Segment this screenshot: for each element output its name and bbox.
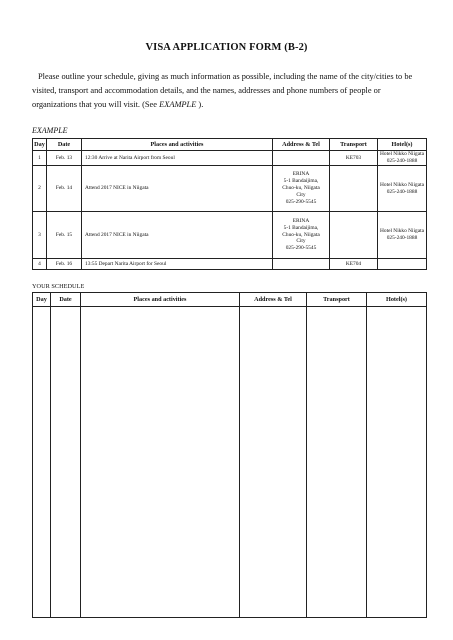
example-places-cell: 12:30 Arrive at Narita Airport from Seoul <box>82 151 273 166</box>
example-address-cell-line: Chuo-ku, Niigata <box>282 231 320 238</box>
example-address-cell-line: City <box>296 238 306 245</box>
col-header-hotel: Hotel(s) <box>378 139 427 151</box>
example-hotel-cell-line: Hotel Nikko Niigata <box>379 181 424 188</box>
intro-text: Please outline your schedule, giving as much information as possible, including the name of the city/cities to be visited, transport and accommodation details, and the names, addresses and phone numbers of people or organizations that you will visit. (See <box>32 72 413 110</box>
example-places-cell: Attend 2017 NICE in Niigata <box>82 166 273 212</box>
example-hotel-cell-line: Hotel Nikko Niigata <box>379 228 424 235</box>
example-address-cell-line: 025-290-5545 <box>285 198 317 205</box>
example-table <box>32 138 427 270</box>
schedule-address-cell[interactable] <box>240 307 307 618</box>
example-hotel-cell <box>378 151 427 166</box>
example-date-cell: Feb. 13 <box>47 151 82 166</box>
example-hotel-cell-line: 025-240-1888 <box>386 188 418 195</box>
schedule-day-cell[interactable] <box>33 307 51 618</box>
example-hotel-cell <box>378 166 427 212</box>
example-address-cell-line: City <box>296 191 306 198</box>
example-row <box>33 212 427 259</box>
schedule-entry-row <box>33 307 427 618</box>
example-label: EXAMPLE <box>32 126 68 135</box>
example-address-cell-line: ERINA <box>292 217 310 224</box>
example-transport-cell <box>330 212 378 259</box>
example-places-cell: Attend 2017 NICE in Niigata <box>82 212 273 259</box>
schedule-places-cell[interactable] <box>81 307 240 618</box>
example-date-cell: Feb. 16 <box>47 259 82 270</box>
schedule-col-address: Address & Tel <box>240 293 307 307</box>
schedule-header-row <box>33 293 427 307</box>
example-date-cell: Feb. 14 <box>47 166 82 212</box>
schedule-col-date: Date <box>51 293 81 307</box>
example-day-cell: 2 <box>33 166 47 212</box>
schedule-hotel-cell[interactable] <box>367 307 427 618</box>
schedule-col-day: Day <box>33 293 51 307</box>
col-header-places: Places and activities <box>82 139 273 151</box>
col-header-date: Date <box>47 139 82 151</box>
example-address-cell-line: 025-290-5545 <box>285 245 317 252</box>
example-address-cell-line: ERINA <box>292 171 310 178</box>
example-address-cell <box>273 166 330 212</box>
col-header-day: Day <box>33 139 47 151</box>
example-hotel-cell <box>378 259 427 270</box>
intro-paragraph <box>32 70 424 113</box>
example-address-cell-line: 5-1 Bandaijima, <box>283 224 319 231</box>
example-address-cell-line: Chuo-ku, Niigata <box>282 185 320 192</box>
intro-tail: ). <box>196 100 204 110</box>
example-header-row <box>33 139 427 151</box>
schedule-col-hotel: Hotel(s) <box>367 293 427 307</box>
example-hotel-cell-line: Hotel Nikko Niigata <box>379 151 424 158</box>
example-hotel-cell <box>378 212 427 259</box>
col-header-transport: Transport <box>330 139 378 151</box>
example-transport-cell <box>330 166 378 212</box>
schedule-col-places: Places and activities <box>81 293 240 307</box>
example-body <box>33 151 427 270</box>
schedule-transport-cell[interactable] <box>307 307 367 618</box>
example-address-cell <box>273 151 330 166</box>
example-day-cell: 1 <box>33 151 47 166</box>
intro-example-ref: EXAMPLE <box>159 100 197 110</box>
col-header-address: Address & Tel <box>273 139 330 151</box>
example-transport-cell: KE703 <box>330 151 378 166</box>
schedule-table <box>32 292 427 618</box>
example-hotel-cell-line: 025-240-1888 <box>386 235 418 241</box>
page-title: VISA APPLICATION FORM (B-2) <box>145 42 308 53</box>
example-row <box>33 166 427 212</box>
example-address-cell <box>273 259 330 270</box>
schedule-label: YOUR SCHEDULE <box>32 283 85 290</box>
example-day-cell: 4 <box>33 259 47 270</box>
example-address-cell-line: 5-1 Bandaijima, <box>283 178 319 185</box>
example-places-cell: 13:55 Depart Narita Airport for Seoul <box>82 259 273 270</box>
example-address-cell <box>273 212 330 259</box>
example-row <box>33 259 427 270</box>
schedule-col-transport: Transport <box>307 293 367 307</box>
example-row <box>33 151 427 166</box>
example-date-cell: Feb. 15 <box>47 212 82 259</box>
example-day-cell: 3 <box>33 212 47 259</box>
example-hotel-cell-line: 025-240-1888 <box>386 158 418 164</box>
schedule-date-cell[interactable] <box>51 307 81 618</box>
example-transport-cell: KE704 <box>330 259 378 270</box>
